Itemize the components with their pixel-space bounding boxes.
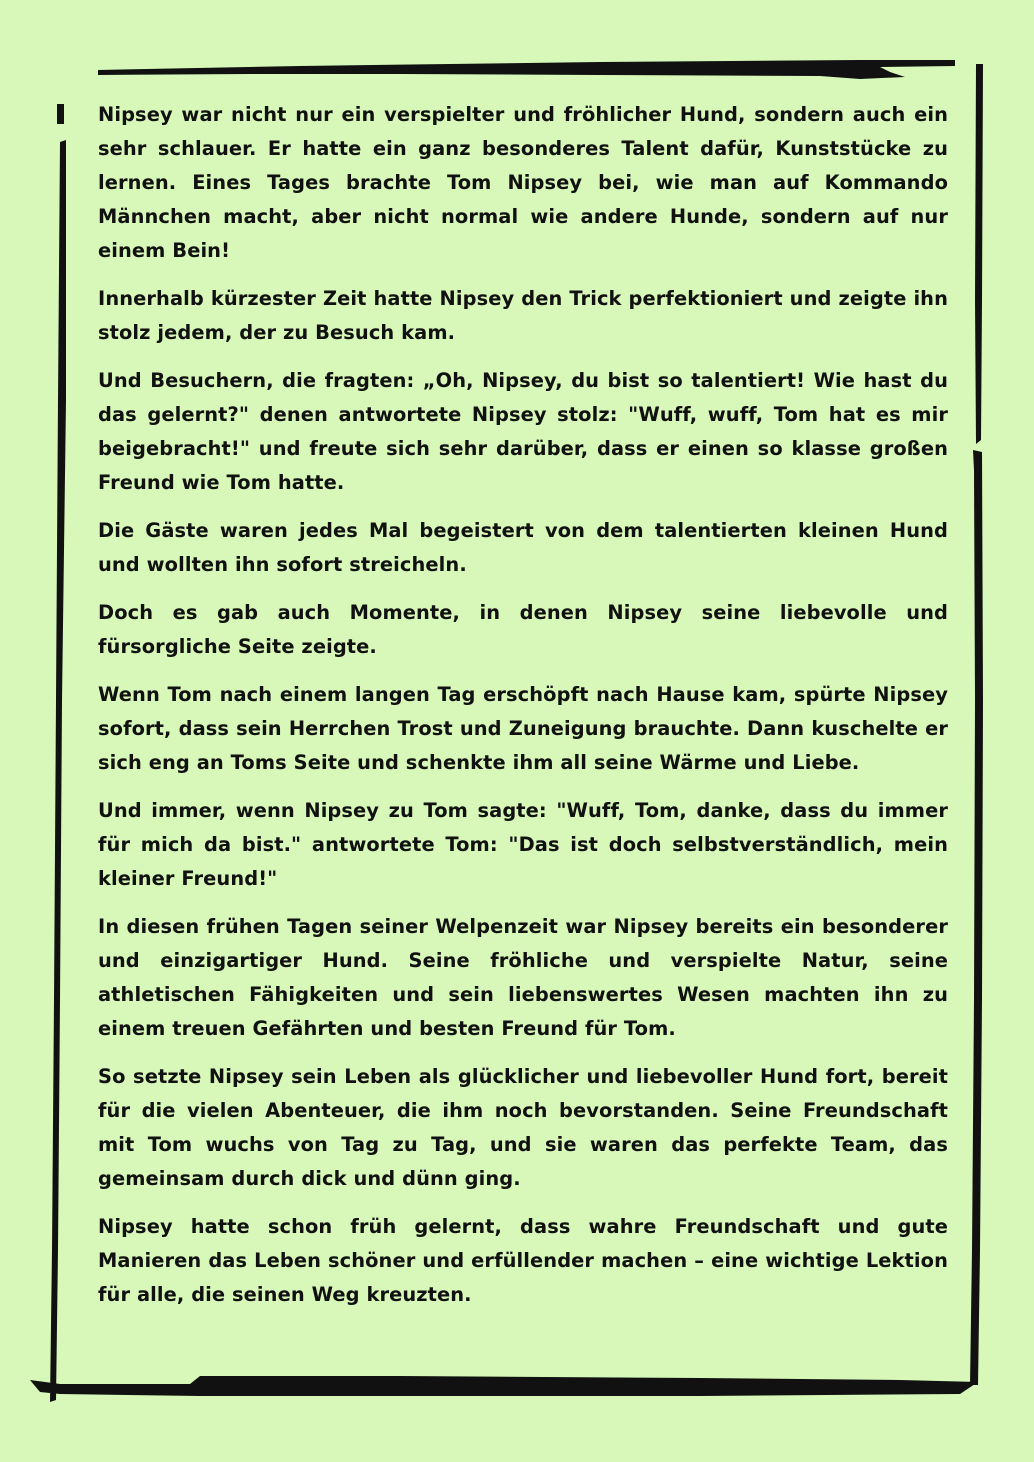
bottom-border-stroke (30, 1376, 978, 1396)
paragraph-3: Und Besuchern, die fragten: „Oh, Nipsey, du bist so talentiert! Wie hast du das gelernt?" denen antwortete Nipsey stolz: "Wuff, wuff, Tom hat es mir beigebracht!" und freute sich sehr darüber, dass er einen so klasse großen Freund wie Tom hatte. (98, 369, 948, 494)
paragraph-8: In diesen frühen Tagen seiner Welpenzeit war Nipsey bereits ein besonderer und einzigartiger Hund. Seine fröhliche und verspielte Natur, seine athletischen Fähigkeiten und sein liebenswertes Wesen machten ihn zu einem treuen Gefährten und besten Freund für Tom. (98, 915, 948, 1040)
left-border-stroke (50, 104, 66, 1402)
paragraph-2: Innerhalb kürzester Zeit hatte Nipsey den Trick perfektioniert und zeigte ihn stolz jedem, der zu Besuch kam. (98, 287, 948, 344)
paragraph-6: Wenn Tom nach einem langen Tag erschöpft nach Hause kam, spürte Nipsey sofort, dass sein Herrchen Trost und Zuneigung brauchte. Dann kuschelte er sich eng an Toms Seite und schenkte ihm all seine Wärme und Liebe. (98, 683, 948, 774)
paragraph-7: Und immer, wenn Nipsey zu Tom sagte: "Wuff, Tom, danke, dass du immer für mich da bist." antwortete Tom: "Das ist doch selbstverständlich, mein kleiner Freund!" (98, 799, 948, 890)
paragraph-5: Doch es gab auch Momente, in denen Nipsey seine liebevolle und fürsorgliche Seite zeigte. (98, 601, 948, 658)
paragraph-10: Nipsey hatte schon früh gelernt, dass wahre Freundschaft und gute Manieren das Leben schöner und erfüllender machen – eine wichtige Lektion für alle, die seinen Weg kreuzten. (98, 1215, 948, 1306)
story-text (98, 98, 948, 1326)
right-border-stroke (970, 64, 983, 1385)
paragraph-1: Nipsey war nicht nur ein verspielter und fröhlicher Hund, sondern auch ein sehr schlauer. Er hatte ein ganz besonderes Talent dafür, Kunststücke zu lernen. Eines Tages brachte Tom Nipsey bei, wie man auf Kommando Männchen macht, aber nicht normal wie andere Hunde, sondern auf nur einem Bein! (98, 103, 948, 262)
paragraph-9: So setzte Nipsey sein Leben als glücklicher und liebevoller Hund fort, bereit für die vielen Abenteuer, die ihm noch bevorstanden. Seine Freundschaft mit Tom wuchs von Tag zu Tag, und sie waren das perfekte Team, das gemeinsam durch dick und dünn ging. (98, 1065, 948, 1190)
paragraph-4: Die Gäste waren jedes Mal begeistert von dem talentierten kleinen Hund und wollten ihn sofort streicheln. (98, 519, 948, 576)
top-border-stroke (98, 60, 955, 79)
